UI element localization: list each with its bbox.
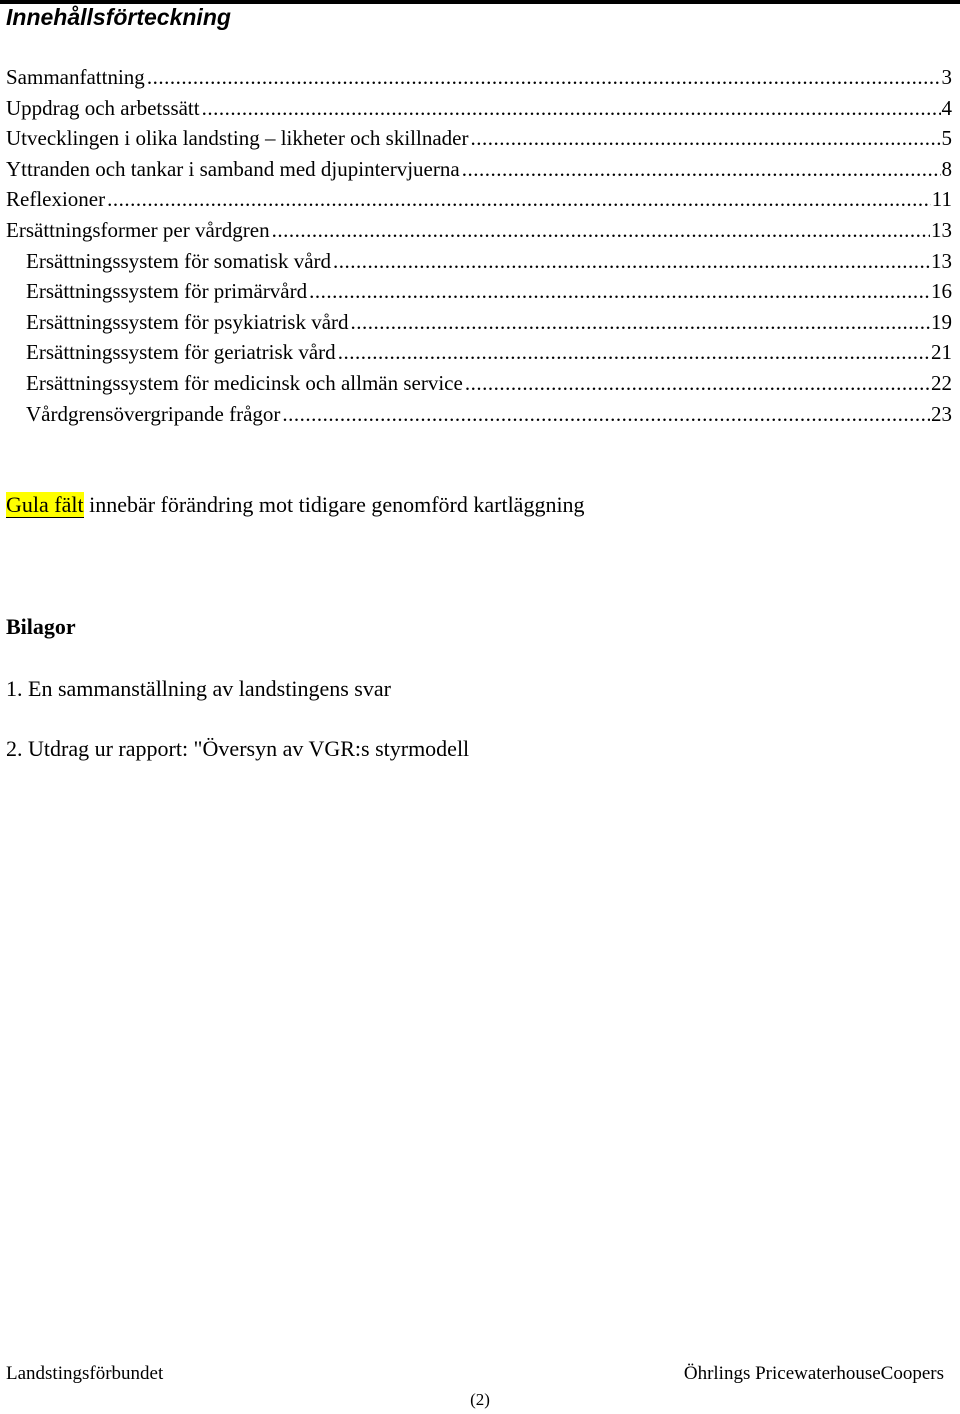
toc-leader-dots [147,62,941,92]
toc-entry-page: 11 [931,187,952,212]
toc-entry-page: 19 [931,309,952,334]
toc-entry-title: Uppdrag och arbetssätt [6,95,200,120]
toc-entry[interactable] [6,215,952,245]
toc-entry-page: 13 [931,248,952,273]
toc-leader-dots [470,123,940,153]
toc-entry[interactable] [6,62,952,92]
toc-entry[interactable] [26,276,952,306]
toc-leader-dots [202,93,941,123]
appendix-heading: Bilagor [6,614,76,639]
toc-entry-title: Sammanfattning [6,65,145,89]
toc-leader-dots [462,154,941,184]
page-number: (2) [470,1390,490,1409]
appendix-item: 2. Utdrag ur rapport: "Översyn av VGR:s styrmodell [6,736,470,761]
toc-entry-title: Yttranden och tankar i samband med djupintervjuerna [6,156,460,181]
toc-entry[interactable] [26,368,952,398]
footer-organization: Landstingsförbundet [6,1363,164,1384]
toc-entry-title: Reflexioner [6,187,106,212]
toc-entry[interactable] [6,184,952,214]
toc-leader-dots [107,184,931,214]
toc-entry-title: Ersättningsformer per vårdgren [6,218,270,242]
toc-entry-page: 21 [931,340,952,365]
highlight-note [6,490,585,520]
toc-entry[interactable] [6,154,952,184]
toc-entry[interactable] [26,337,952,367]
toc-entry-page: 22 [931,371,952,395]
toc-entry-title: Ersättningssystem för geriatrisk vård [26,340,336,365]
toc-entry-page: 16 [931,279,952,304]
toc-entry-title: Ersättningssystem för medicinsk och allmän service [26,371,463,395]
toc-entry-title: Ersättningssystem för somatisk vård [26,248,332,273]
toc-entry-page: 4 [941,95,952,120]
toc-entry-title: Utvecklingen i olika landsting – likheter och skillnader [6,126,469,151]
toc-leader-dots [351,307,930,337]
toc-entry[interactable] [6,93,952,123]
toc-entry-page: 8 [941,156,952,181]
toc-leader-dots [309,276,930,306]
highlight-label: Gula fält [6,492,84,517]
toc-entry-page: 13 [931,218,952,242]
toc-heading: Innehållsförteckning [6,4,231,30]
toc-leader-dots [272,215,930,245]
toc-entry-page: 23 [931,401,952,426]
toc-leader-dots [465,368,930,398]
toc-leader-dots [338,337,930,367]
toc-entry-title: Vårdgrensövergripande frågor [26,401,281,426]
toc-entry[interactable] [26,307,952,337]
highlight-note-text: innebär förändring mot tidigare genomförd kartläggning [83,492,585,517]
toc-entry[interactable] [6,123,952,153]
appendix-item: 1. En sammanställning av landstingens svar [6,676,391,701]
toc-entry-title: Ersättningssystem för psykiatrisk vård [26,309,349,334]
toc-leader-dots [282,399,930,429]
footer-author: Öhrlings PricewaterhouseCoopers [683,1363,944,1384]
toc-entry[interactable] [26,399,952,429]
toc-entry-page: 5 [941,126,952,151]
toc-entry[interactable] [26,246,952,276]
toc-entry-page: 3 [941,65,952,89]
toc-entry-title: Ersättningssystem för primärvård [26,279,308,304]
toc-leader-dots [333,246,930,276]
